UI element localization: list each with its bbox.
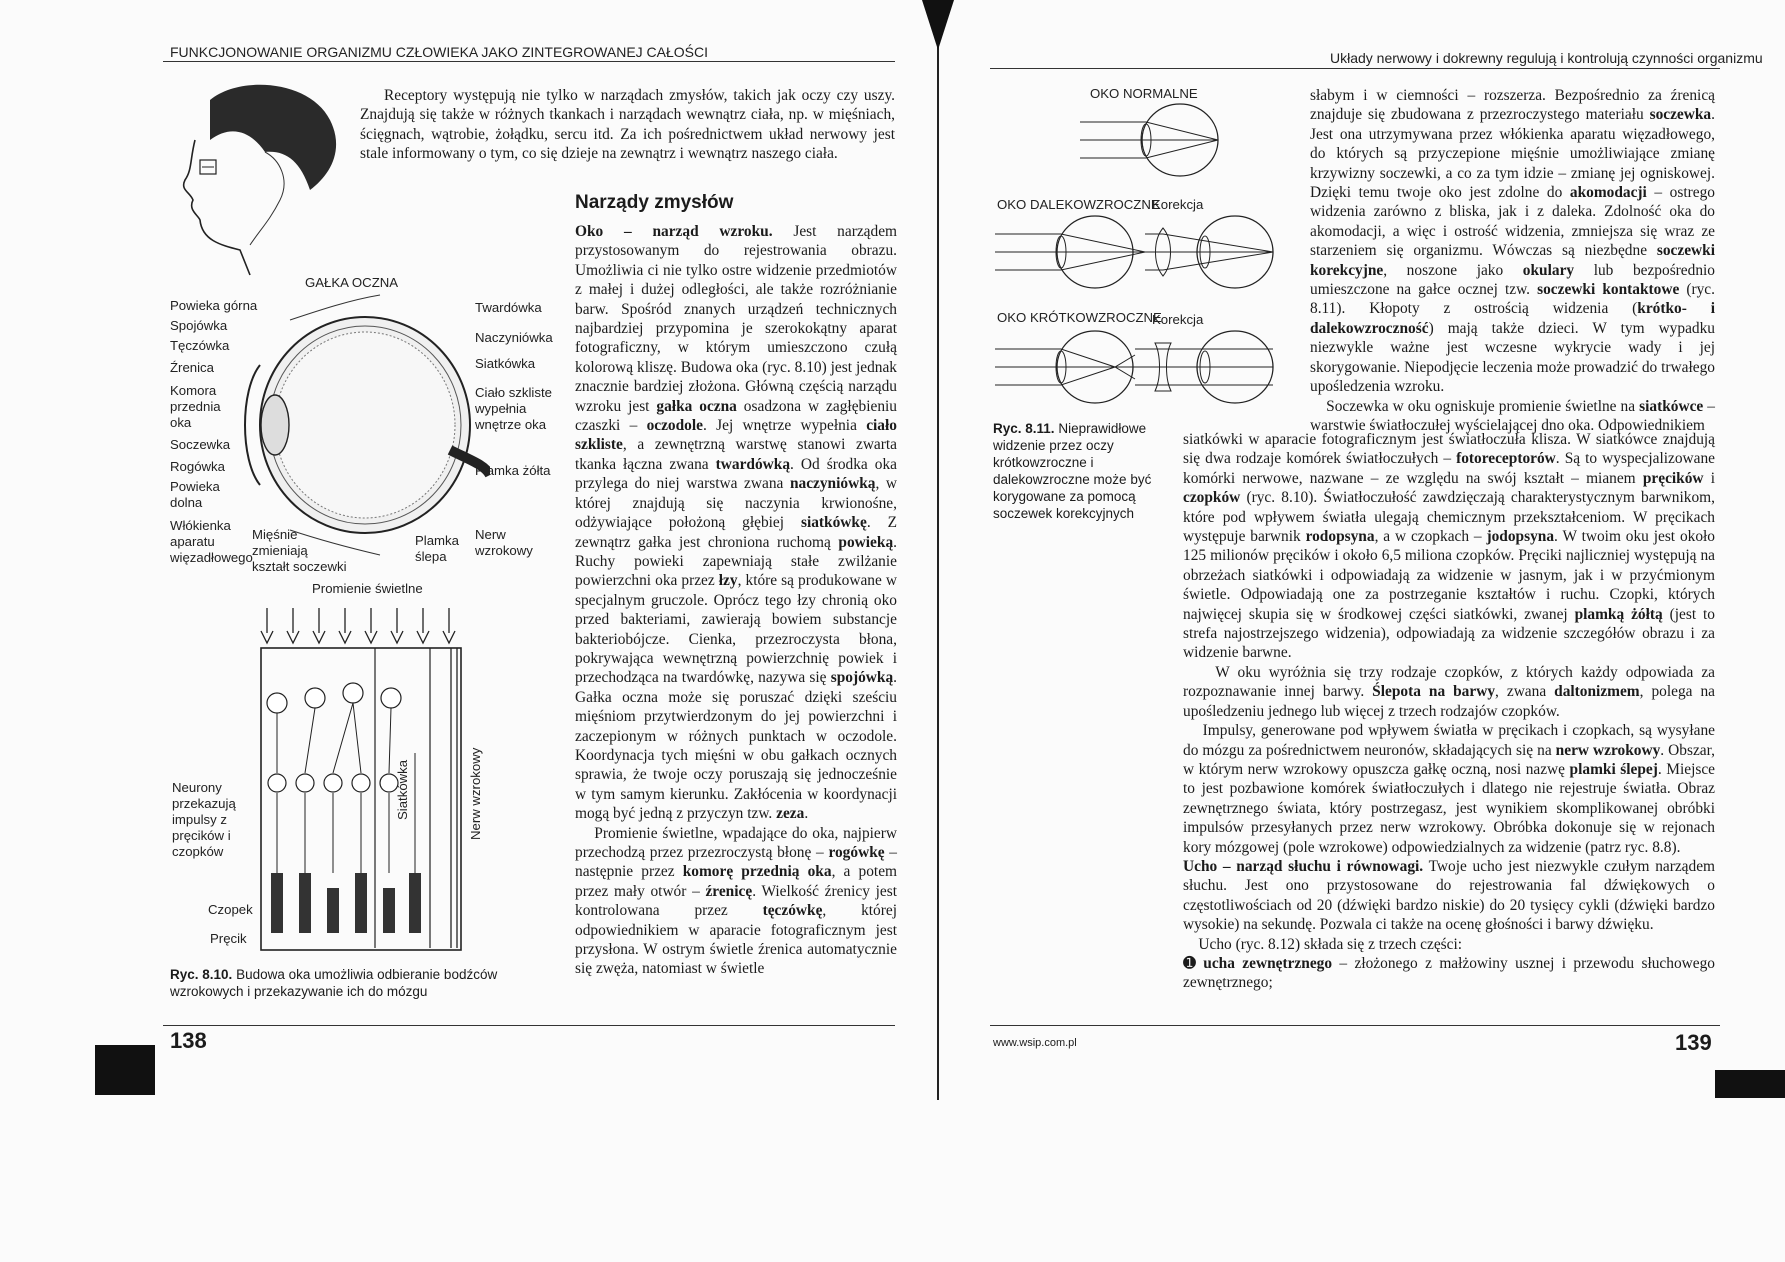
label-oko-krotkowzroczne: OKO KRÓTKOWZROCZNE bbox=[997, 310, 1162, 325]
eye-cross-section bbox=[230, 290, 490, 560]
label-siatkowka-vertical: Siatkówka bbox=[395, 759, 410, 820]
label-siatkowka: Siatkówka bbox=[475, 356, 536, 371]
left-running-header: FUNKCJONOWANIE ORGANIZMU CZŁOWIEKA JAKO ZINTEGROWANEJ CAŁOŚCI bbox=[170, 44, 709, 60]
label-precik: Pręcik bbox=[210, 931, 247, 946]
caption-ryc-8-11 bbox=[993, 420, 1158, 522]
caption-label: Ryc. 8.10. bbox=[170, 967, 233, 982]
caption-text: Budowa oka umożliwia odbieranie bodźców wzrokowych i przekazywanie ich do mózgu bbox=[170, 967, 498, 999]
eye-far-figure bbox=[995, 210, 1275, 295]
label-nerw-wzrokowy: Nerw wzrokowy bbox=[475, 527, 533, 558]
label-naczyniowka: Naczyniówka bbox=[475, 330, 553, 345]
label-czopek: Czopek bbox=[208, 902, 253, 917]
head-illustration bbox=[170, 80, 350, 280]
left-edge-black bbox=[95, 1045, 155, 1095]
label-cialo-szkliste: Ciało szkliste wypełnia wnętrze oka bbox=[475, 385, 552, 432]
label-oko-normalne: OKO NORMALNE bbox=[1090, 86, 1198, 101]
label-plamka-slepa: Plamka ślepa bbox=[415, 533, 459, 564]
label-plamka-zolta: Plamka żółta bbox=[475, 463, 551, 478]
label-powieka-dolna: Powieka dolna bbox=[170, 479, 220, 510]
label-komora-przednia: Komora przednia oka bbox=[170, 383, 221, 430]
eye-diagram-title: GAŁKA OCZNA bbox=[305, 275, 399, 290]
caption-ryc-8-10 bbox=[170, 966, 555, 1000]
right-header-rule bbox=[990, 68, 1720, 69]
right-footer-rule bbox=[990, 1025, 1720, 1026]
left-header-rule bbox=[163, 61, 895, 62]
label-miesnie: Mięśnie zmieniają kształt soczewki bbox=[252, 527, 347, 574]
caption-text: Nieprawidłowe widzenie przez oczy krótkowzroczne i dalekowzroczne może być korygowane za pomocą soczewek korekcyjnych bbox=[993, 421, 1152, 521]
label-oko-dalekowzroczne: OKO DALEKOWZROCZNE bbox=[997, 197, 1160, 212]
label-neurony: Neurony przekazują impulsy z pręcików i czopków bbox=[172, 780, 236, 859]
label-teczowka: Tęczówka bbox=[170, 338, 230, 353]
book-spine bbox=[937, 0, 939, 1100]
eye-near-figure bbox=[995, 325, 1275, 410]
label-wlokienka: Włókienka aparatu więzadłowego bbox=[170, 518, 253, 565]
label-zrenica: Źrenica bbox=[170, 360, 214, 375]
right-top-column: słabym i w ciemności – rozszerza. Bezpośrednio za źrenicą znajduje się zbudowana z przezroczystego materiału soczewka. Jest ona utrzymywana przez włókienka aparatu więzadłowego, do których są przyczepione mięśnie umożliwiające zmianę krzywizny soczewki, a co za tym idzie – zmianę jej ogniskowej. Dzięki temu twoje oko jest zdolne do akomodacji – ostrego widzenia zarówno z bliska, jak i z daleka. Zdolność oka do akomodacji, a więc i ostrość widzenia, zmniejsza się wraz ze starzeniem się organizmu. Wówczas są niezbędne soczewki korekcyjne, noszone jako okulary lub bezpośrednio umieszczone na gałce ocznej tzw. soczewki kontaktowe (ryc. 8.11). Kłopoty z ostrością widzenia (krótko- i dalekowzroczność) mają także dzieci. W tym wypadku niezwykle ważne jest wczesne wykrycie wady i jej skorygowanie. Niepodjęcie leczenia może prowadzić do trwałego upośledzenia wzroku. Soczewka w oku ogniskuje promienie świetlne na siatkówce – warstwie światłoczułej wyścielającej dno oka. Odpowiednikiem bbox=[1310, 87, 1716, 434]
label-spojowka: Spojówka bbox=[170, 318, 228, 333]
footer-url: www.wsip.com.pl bbox=[993, 1037, 1077, 1049]
label-powieka-gorna: Powieka górna bbox=[170, 298, 258, 313]
label-twardowka: Twardówka bbox=[475, 300, 542, 315]
right-edge-black bbox=[1715, 1070, 1785, 1098]
label-soczewka: Soczewka bbox=[170, 437, 231, 452]
page-number-left: 138 bbox=[170, 1028, 207, 1053]
right-ear-paragraph: Ucho – narząd słuchu i równowagi. Twoje ucho jest niezwykle czułym narządem słuchu. Jest ono przystosowane do rejestrowania fal dźwiękowych o częstotliwościach od 20 (dźwięki bardzo niskie) do 20 tysięcy cykli (dźwięki bardzo wysokie) na sekundę. Pozwala ci także na ocenę głośności i barwy dźwięku. Ucho (ryc. 8.12) składa się z trzech części: ➊ ucha zewnętrznego – złożonego z małżowiny usznej i przewodu słuchowego zewnętrznego; bbox=[1183, 858, 1716, 992]
section-title-narzady: Narządy zmysłów bbox=[575, 192, 734, 213]
label-nerw-vertical: Nerw wzrokowy bbox=[468, 747, 483, 840]
right-full-paragraphs: siatkówki w aparacie fotograficznym jest światłoczuła klisza. W siatkówce znajdują się dwa rodzaje komórek światłoczułych – fotoreceptorów. Są to wyspecjalizowane komórki nerwowe, nazwane – ze względu na swój kształt – mianem pręcików i czopków (ryc. 8.10). Światłoczułość zawdzięczają charakterystycznym barwnikom, które pod wpływem światła ulegają chemicznym przekształceniom. W pręcikach występuje barwnik rodopsyna, a w czopkach – jodopsyna. W twoim oku jest około 125 milionów pręcików i około 6,5 miliona czopków. Pręciki najliczniej występują na obrzeżach siatkówki i odpowiadają za widzenie w jasnym, jak i w przyćmionym świetle. Odpowiadają one za postrzeganie kształtów i ruchu. Czopki, których najwięcej skupia się w środkowej części siatkówki, zwanej plamką żółtą (jest to strefa najostrzejszego widzenia), odpowiadają za widzenie szczegółów obrazu i za widzenie barwne. W oku wyróżnia się trzy rodzaje czopków, z których każdy odpowiada za rozpoznawanie innej barwy. Ślepota na barwy, zwana daltonizmem, polega na upośledzeniu jednego lub więcej z trzech rodzajów czopków. Impulsy, generowane pod wpływem światła w pręcikach i czopkach, są wysyłane do mózgu za pośrednictwem neuronów, składających się na nerw wzrokowy. Obszar, w którym nerw wzrokowy opuszcza gałkę oczną, nosi nazwę plamki ślepej. Miejsce to jest pozbawione komórek światłoczułych i dlatego nie rejestruje światła. Obraz zewnętrznego świata, który postrzegasz, jest wynikiem skomplikowanej obróbki impulsów przesyłanych przez nerw wzrokowy. Obróbka dokonuje się w rejonach kory mózgowej (pole wzrokowe) odpowiedzialnych za widzenie (patrz ryc. 8.8). bbox=[1183, 431, 1716, 856]
retina-diagram bbox=[255, 603, 470, 958]
left-main-column: Oko – narząd wzroku. Jest narządem przystosowanym do rejestrowania obrazu. Umożliwia ci nie tylko ostre widzenie przedmiotów z małej i dużej odległości, ale także rozróżnianie barw. Spośród znanych urządzeń technicznych najbardziej przypomina je szerokokątny aparat fotograficzny, w którym umieszczono czułą kolorową kliszę. Budowa oka (ryc. 8.10) jest jednak znacznie bardziej złożona. Główną częścią narządu wzroku jest gałka oczna osadzona w zagłębieniu czaszki – oczodole. Jej wnętrze wypełnia ciało szkliste, a zewnętrzną warstwę stanowi zwarta tkanka łączna zwana twardówką. Od środka oka przylega do niej warstwa zwana naczyniówką, w której znajdują się naczynia krwionośne, odżywiające położoną głębiej siatkówkę. Z zewnątrz gałka jest chroniona ruchomą powieką. Ruchy powieki zapewniają stałe zwilżanie powierzchni oka przez łzy, które są produkowane w specjalnym gruczole. Oprócz tego łzy chronią oko przed bakteriami, zawierają bowiem substancje bakteriobójcze. Cienka, przezroczysta błona, pokrywająca wewnętrzną powierzchnię powiek i przechodząca na twardówkę, nazywa się spojówką. Gałka oczna może się poruszać dzięki sześciu mięśniom przytwierdzonym do jej powierzchni i zaczepionym w różnych punktach w oczodole. Koordynacja tych mięśni w obu gałkach ocznych sprawia, że twoje oczy poruszają się jednocześnie w tym samym kierunku. Zakłócenia w koordynacji mogą być jedną z przyczyn tzw. zeza. Promienie świetlne, wpadające do oka, najpierw przechodzą przez przezroczystą błonę – rogówkę – następnie przez komorę przednią oka, a potem przez mały otwór – źrenicę. Wielkość źrenicy jest kontrolowana przez tęczówkę, której odpowiednikiem w aparacie fotograficznym jest przysłona. W ostrym świetle źrenica automatycznie się zwęża, natomiast w świetle bbox=[575, 223, 898, 978]
left-footer-rule bbox=[163, 1025, 895, 1026]
spine-top-mark bbox=[922, 0, 954, 50]
label-korekcja-far: Korekcja bbox=[1152, 197, 1204, 212]
right-running-header: Układy nerwowy i dokrewny regulują i kontrolują czynności organizmu bbox=[1330, 50, 1763, 66]
retina-diagram-title: Promienie świetlne bbox=[312, 581, 423, 596]
label-rogowka: Rogówka bbox=[170, 459, 225, 474]
eye-normal-figure bbox=[1080, 100, 1230, 180]
intro-paragraph: Receptory występują nie tylko w narządach zmysłów, takich jak oczy czy uszy. Znajdują się także w różnych tkankach i narządach wewnątrz ciała, np. w mięśniach, ścięgnach, wątrobie, żołądku, sercu itd. Za ich pośrednictwem układ nerwowy jest stale informowany o tym, co się dzieje na zewnątrz i wewnątrz naszego ciała. bbox=[360, 87, 895, 163]
label-korekcja-near: Korekcja bbox=[1152, 312, 1204, 327]
page-number-right: 139 bbox=[1675, 1030, 1712, 1055]
caption-label: Ryc. 8.11. bbox=[993, 421, 1055, 436]
